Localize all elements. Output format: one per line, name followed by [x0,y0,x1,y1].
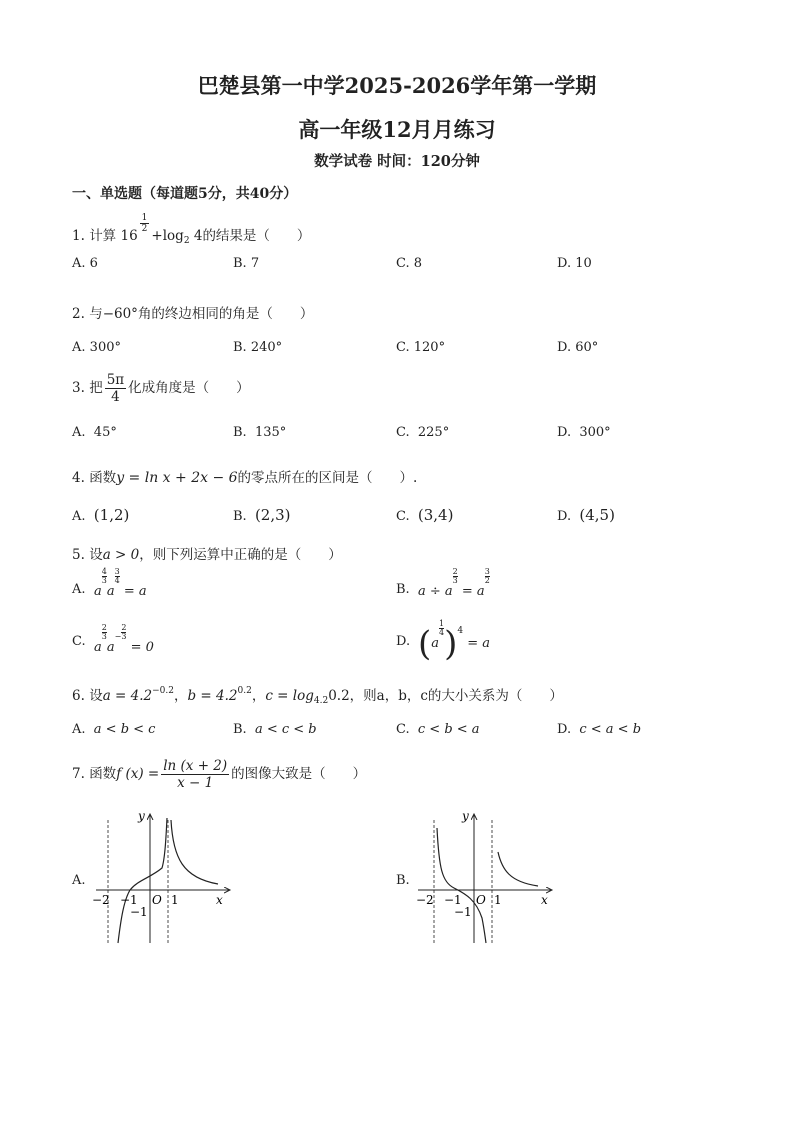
exp-denominator: 3 [452,576,458,585]
option-a[interactable] [72,256,98,271]
option-value: 300° [89,340,121,355]
option-letter: C. [396,722,410,737]
option-b[interactable] [396,582,410,597]
question-text: 把 [89,380,103,396]
question-text: 计算 [89,228,117,244]
option-letter: B. [233,425,247,440]
option-c[interactable] [396,722,480,737]
option-a[interactable] [72,722,155,737]
exp-numerator: 4 [101,567,107,576]
log-base: 2 [183,236,190,246]
math-lhs: a ÷ a [418,584,453,599]
option-d[interactable] [557,722,641,737]
question-number: 7. [72,766,85,782]
question-number: 4. [72,470,85,486]
option-letter: C. [396,425,410,440]
math-function: f (x) = [116,766,160,782]
log-text: +log [151,228,184,244]
option-b[interactable] [233,506,291,524]
origin-label: O [476,893,486,907]
fraction-numerator: 5π [106,372,125,388]
tick-minus2: −2 [92,893,110,907]
exam-info: 数学试卷 时间：120分钟 [314,153,480,170]
question-text: 设 [89,688,103,704]
option-letter: A. [72,582,86,597]
math-c: c = log [265,688,314,704]
option-letter: B. [396,873,410,888]
math-rhs: = 0 [130,640,154,655]
math-base: 16 [120,228,138,244]
option-d[interactable] [557,256,592,271]
question-3 [72,372,250,405]
option-value: 7 [250,256,260,271]
option-b[interactable] [233,722,317,737]
option-value: a < b < c [93,722,156,737]
option-a[interactable] [72,582,86,597]
option-value: (3,4) [417,506,454,524]
question-number: 5. [72,547,85,563]
option-letter: B. [233,256,247,271]
option-a-expression: a $\frac{4}{3}$ a $\frac{3}{4}$ = a [94,567,147,599]
question-6: 6. 设$a = 4.2^{-0.2}$，$b = 4.2^{0.2}$，$c = \log_{4.2}0.2$，则a，b，c的大小关系为（ ） [72,686,563,706]
option-value: (4,5) [579,506,615,524]
x-label: x [216,893,223,907]
exp-numerator: 2 [121,623,127,632]
option-letter: A. [72,873,86,888]
option-c[interactable] [72,634,86,649]
option-b[interactable] [396,873,410,888]
option-value: 10 [575,256,592,271]
question-tail: 角的终边相同的角是（ ） [137,306,314,322]
question-tail: ，则a，b，c的大小关系为（ ） [349,688,563,704]
exp-numerator: 2 [452,567,458,576]
option-letter: A. [72,425,86,440]
question-number: 6. [72,688,85,704]
option-letter: B. [233,509,247,524]
option-value: 8 [413,256,423,271]
option-d[interactable] [557,506,615,524]
option-a[interactable] [72,873,86,888]
exp-denominator: 3 [101,632,107,641]
question-text: 设 [89,547,103,563]
question-number: 2. [72,306,85,322]
question-5 [72,543,342,563]
log-base: 4.2 [313,696,329,706]
question-tail: 的图像大致是（ ） [231,766,367,782]
question-number: 1. [72,228,85,244]
option-letter: C. [396,340,410,355]
option-letter: C. [396,509,410,524]
option-d[interactable] [396,634,410,649]
option-c-expression: a $\frac{2}{3}$ a− $\frac{2}{3}$ = 0 [94,623,154,655]
question-tail: ，则下列运算中正确的是（ ） [139,547,342,563]
option-letter: D. [557,256,572,271]
option-value: 300° [579,425,611,440]
tick-1: 1 [171,893,179,907]
graph-a [88,808,238,948]
fraction-denominator: 4 [111,389,120,405]
curve-right [498,852,538,886]
curve-left [118,818,167,943]
option-letter: D. [557,340,572,355]
option-c[interactable] [396,425,449,440]
option-a[interactable] [72,506,129,524]
exp-denominator: 2 [484,576,490,585]
tick-y-minus1: −1 [454,905,472,919]
question-7 [72,758,366,791]
fraction-denominator: x − 1 [177,775,214,791]
question-4 [72,466,417,486]
option-value: (1,2) [93,506,130,524]
option-value: c < b < a [417,722,480,737]
option-value: 135° [254,425,287,440]
a-exponent: −0.2 [152,686,174,696]
option-d[interactable] [557,425,611,440]
math-rhs: = a [461,584,485,599]
exp-numerator: 3 [484,567,490,576]
exp-denominator: 4 [114,576,120,585]
y-label: y [462,809,469,823]
outer-exponent: 4 [457,626,464,636]
option-c[interactable] [396,340,445,355]
option-b[interactable] [233,425,286,440]
option-value: 6 [89,256,98,271]
origin-label: O [152,893,162,907]
exp-denominator: 3 [101,576,107,585]
math-expression: y = ln x + 2x − 6 [116,470,238,486]
question-tail: 化成角度是（ ） [128,380,250,396]
option-a[interactable] [72,425,117,440]
tick-1: 1 [494,893,502,907]
tick-minus2: −2 [416,893,434,907]
option-letter: D. [557,425,572,440]
option-b[interactable] [233,340,282,355]
log-arg: 0.2 [328,688,350,704]
math-rhs: = a [467,636,491,651]
option-letter: D. [557,509,572,524]
exp-numerator: 1 [439,619,445,628]
b-exponent: 0.2 [237,686,252,696]
math-rhs: = a [123,584,147,599]
option-letter: A. [72,509,86,524]
x-label: x [541,893,548,907]
fraction-numerator: ln (x + 2) [163,758,228,774]
option-letter: A. [72,722,86,737]
question-number: 3. [72,380,85,396]
option-c[interactable] [396,506,453,524]
option-b-expression [418,567,490,599]
graph-b [410,808,560,948]
question-text: 函数 [89,766,117,782]
math-a: a = 4.2 [102,688,153,704]
option-value: a < c < b [254,722,317,737]
option-d-expression: (a $\frac{1}{4}$ )$^4$ = a [418,619,491,664]
question-text: 与 [89,306,103,322]
option-letter: C. [396,256,410,271]
option-a[interactable] [72,340,121,355]
tick-minus1: −1 [444,893,462,907]
option-d[interactable] [557,340,598,355]
exp-numerator: 3 [114,567,120,576]
option-letter: A. [72,340,86,355]
option-b[interactable] [233,256,259,271]
tick-y-minus1: −1 [130,905,148,919]
curve-right [171,820,218,884]
question-1 [72,213,311,248]
math-condition: a > 0 [102,547,140,563]
option-letter: B. [233,340,247,355]
section-heading: 一、单选题（每道题5分，共40分） [72,186,298,202]
exp-denominator: 4 [439,628,445,637]
option-value: c < a < b [579,722,642,737]
exp-numerator: 2 [101,623,107,632]
exp-denominator: 2 [141,224,148,234]
option-letter: B. [396,582,410,597]
option-letter: D. [396,634,411,649]
option-letter: D. [557,722,572,737]
question-2 [72,302,313,322]
math-b: b = 4.2 [187,688,238,704]
option-c[interactable] [396,256,422,271]
question-text: 函数 [89,470,117,486]
y-label: y [138,809,145,823]
log-arg: 4 [193,228,203,244]
option-value: 45° [93,425,117,440]
tick-minus1: −1 [120,893,138,907]
option-value: 60° [575,340,599,355]
exp-denominator: 3 [121,632,127,641]
option-value: 240° [250,340,283,355]
option-letter: A. [72,256,86,271]
math-angle: −60° [102,306,138,322]
option-letter: B. [233,722,247,737]
question-tail: 的结果是（ ） [202,228,311,244]
exam-title: 巴楚县第一中学2025-2026学年第一学期 [197,73,597,98]
question-tail: 的零点所在的区间是（ ）. [237,470,418,486]
exp-numerator: 1 [141,213,148,223]
option-letter: C. [72,634,86,649]
option-value: (2,3) [254,506,291,524]
option-value: 120° [413,340,446,355]
exam-subtitle: 高一年级12月月练习 [298,117,496,142]
option-value: 225° [417,425,450,440]
curve-left [437,828,486,943]
